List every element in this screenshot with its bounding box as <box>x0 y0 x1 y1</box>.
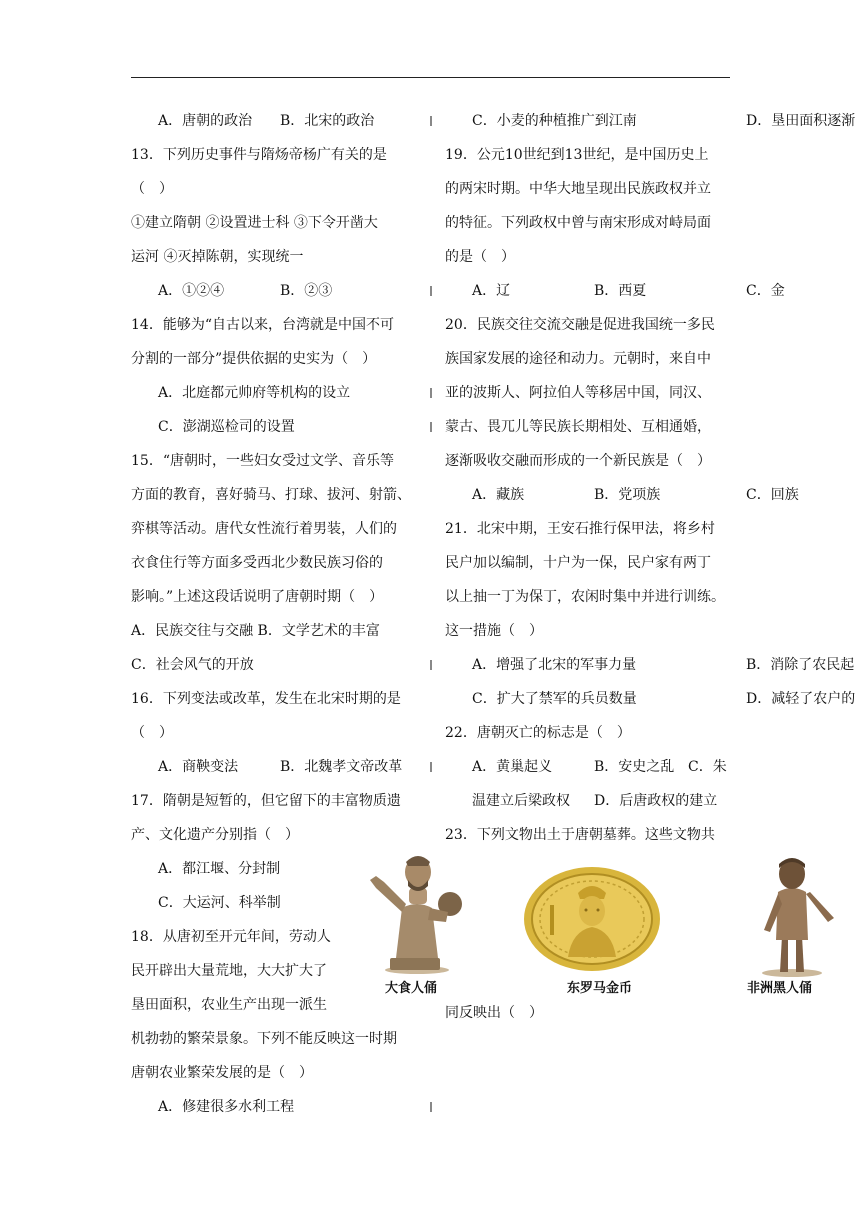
question-22-option-c-cont: 温建立后梁政权 <box>472 793 570 809</box>
question-21-stem: 这一措施（ ） <box>445 623 543 639</box>
question-18-option-d: D．垦田面积逐渐 <box>746 113 856 129</box>
question-16-stem: （ ） <box>131 725 173 741</box>
figure-caption: 东罗马金币 <box>567 981 633 996</box>
question-13-stem: 运河 ④灭掉陈朝，实现统一 <box>131 249 304 265</box>
question-22-option-a: A．黄巢起义 <box>472 759 553 775</box>
question-16-stem: 16．下列变法或改革，发生在北宋时期的是 <box>131 691 401 707</box>
question-13-option-a: A．①②④ <box>158 283 225 299</box>
question-19-option-b: B．西夏 <box>594 283 647 299</box>
question-17-stem: 产、文化遗产分别指（ ） <box>131 827 299 843</box>
question-21-stem: 以上抽一丁为保丁，农闲时集中并进行训练。 <box>445 589 725 605</box>
question-23-stem: 同反映出（ ） <box>445 1005 543 1021</box>
question-21-option-c: C．扩大了禁军的兵员数量 <box>472 691 637 707</box>
question-13-stem: （ ） <box>131 181 173 197</box>
question-21-option-b: B．消除了农民起 <box>746 657 855 673</box>
question-14-option-a: A．北庭都元帅府等机构的设立 <box>158 385 351 401</box>
question-20-option-a: A．藏族 <box>472 487 525 503</box>
question-22-option-d: D．后唐政权的建立 <box>594 793 718 809</box>
question-15-stem: 影响。”上述这段话说明了唐朝时期（ ） <box>131 589 384 605</box>
clipped-mark <box>430 660 432 670</box>
question-20-stem: 族国家发展的途径和动力。元朝时，来自中 <box>445 351 711 367</box>
question-15-option-c: C．社会风气的开放 <box>131 657 254 673</box>
question-18-option-c: C．小麦的种植推广到江南 <box>472 113 637 129</box>
question-15-stem: 15．“唐朝时，一些妇女受过文学、音乐等 <box>131 453 394 469</box>
option-a: A．唐朝的政治 <box>158 113 253 129</box>
question-14-stem: 分割的一部分”提供依据的史实为（ ） <box>131 351 377 367</box>
question-20-option-b: B．党项族 <box>594 487 661 503</box>
question-20-stem: 亚的波斯人、阿拉伯人等移居中国，同汉、 <box>445 385 711 401</box>
question-16-option-b: B．北魏孝文帝改革 <box>280 759 403 775</box>
question-19-stem: 的特征。下列政权中曾与南宋形成对峙局面 <box>445 215 711 231</box>
question-15-stem: 弈棋等活动。唐代女性流行着男装，人们的 <box>131 521 397 537</box>
question-13-option-b: B．②③ <box>280 283 333 299</box>
question-19-stem: 的是（ ） <box>445 249 515 265</box>
header-rule <box>131 77 730 78</box>
figure-caption: 非洲黑人俑 <box>747 981 813 996</box>
question-20-stem: 逐渐吸收交融而形成的一个新民族是（ ） <box>445 453 711 469</box>
clipped-mark <box>430 116 432 126</box>
question-19-stem: 19．公元10世纪到13世纪，是中国历史上 <box>445 147 709 163</box>
question-14-stem: 14．能够为“自古以来，台湾就是中国不可 <box>131 317 394 333</box>
question-21-stem: 21．北宋中期，王安石推行保甲法，将乡村 <box>445 521 715 537</box>
figure-caption: 大食人俑 <box>385 981 438 996</box>
question-18-stem: 垦田面积，农业生产出现一派生 <box>131 997 327 1013</box>
question-22-stem: 22．唐朝灭亡的标志是（ ） <box>445 725 631 741</box>
question-15-stem: 方面的教育，喜好骑马、打球、拔河、射箭、 <box>131 487 411 503</box>
question-17-option-a: A．都江堰、分封制 <box>158 861 281 877</box>
question-21-option-a: A．增强了北宋的军事力量 <box>472 657 637 673</box>
question-20-stem: 20．民族交往交流交融是促进我国统一多民 <box>445 317 715 333</box>
question-20-stem: 蒙古、畏兀儿等民族长期相处、互相通婚， <box>445 419 711 435</box>
question-18-stem: 唐朝农业繁荣发展的是（ ） <box>131 1065 313 1081</box>
question-13-stem: 13．下列历史事件与隋炀帝杨广有关的是 <box>131 147 387 163</box>
question-13-stem: ①建立隋朝 ②设置进士科 ③下令开凿大 <box>131 215 378 231</box>
question-22-option-c: C．朱 <box>688 759 727 775</box>
clipped-mark <box>430 762 432 772</box>
question-22-option-b: B．安史之乱 <box>594 759 675 775</box>
question-16-option-a: A．商鞅变法 <box>158 759 239 775</box>
arab-figurine-image <box>362 850 472 975</box>
question-19-stem: 的两宋时期。中华大地呈现出民族政权并立 <box>445 181 711 197</box>
byzantine-gold-coin-image <box>522 865 662 973</box>
question-20-option-c: C．回族 <box>746 487 799 503</box>
question-15-option-ab: A．民族交往与交融 B．文学艺术的丰富 <box>131 623 380 639</box>
question-21-option-d: D．减轻了农户的 <box>746 691 856 707</box>
question-17-stem: 17．隋朝是短暂的，但它留下的丰富物质遗 <box>131 793 401 809</box>
african-figurine-image <box>742 852 860 977</box>
question-15-stem: 衣食住行等方面多受西北少数民族习俗的 <box>131 555 383 571</box>
question-18-stem: 民开辟出大量荒地，大大扩大了 <box>131 963 327 979</box>
question-18-stem: 机勃勃的繁荣景象。下列不能反映这一时期 <box>131 1031 397 1047</box>
clipped-mark <box>430 388 432 398</box>
question-17-option-c: C．大运河、科举制 <box>158 895 281 911</box>
question-19-option-a: A．辽 <box>472 283 511 299</box>
clipped-mark <box>430 1102 432 1112</box>
option-b: B．北宋的政治 <box>280 113 375 129</box>
question-23-stem: 23．下列文物出土于唐朝墓葬。这些文物共 <box>445 827 715 843</box>
question-18-option-a: A．修建很多水利工程 <box>158 1099 295 1115</box>
clipped-mark <box>430 422 432 432</box>
question-21-stem: 民户加以编制，十户为一保，民户家有两丁 <box>445 555 711 571</box>
clipped-mark <box>430 286 432 296</box>
question-19-option-c: C．金 <box>746 283 785 299</box>
question-14-option-c: C．澎湖巡检司的设置 <box>158 419 295 435</box>
question-18-stem: 18．从唐初至开元年间，劳动人 <box>131 929 331 945</box>
